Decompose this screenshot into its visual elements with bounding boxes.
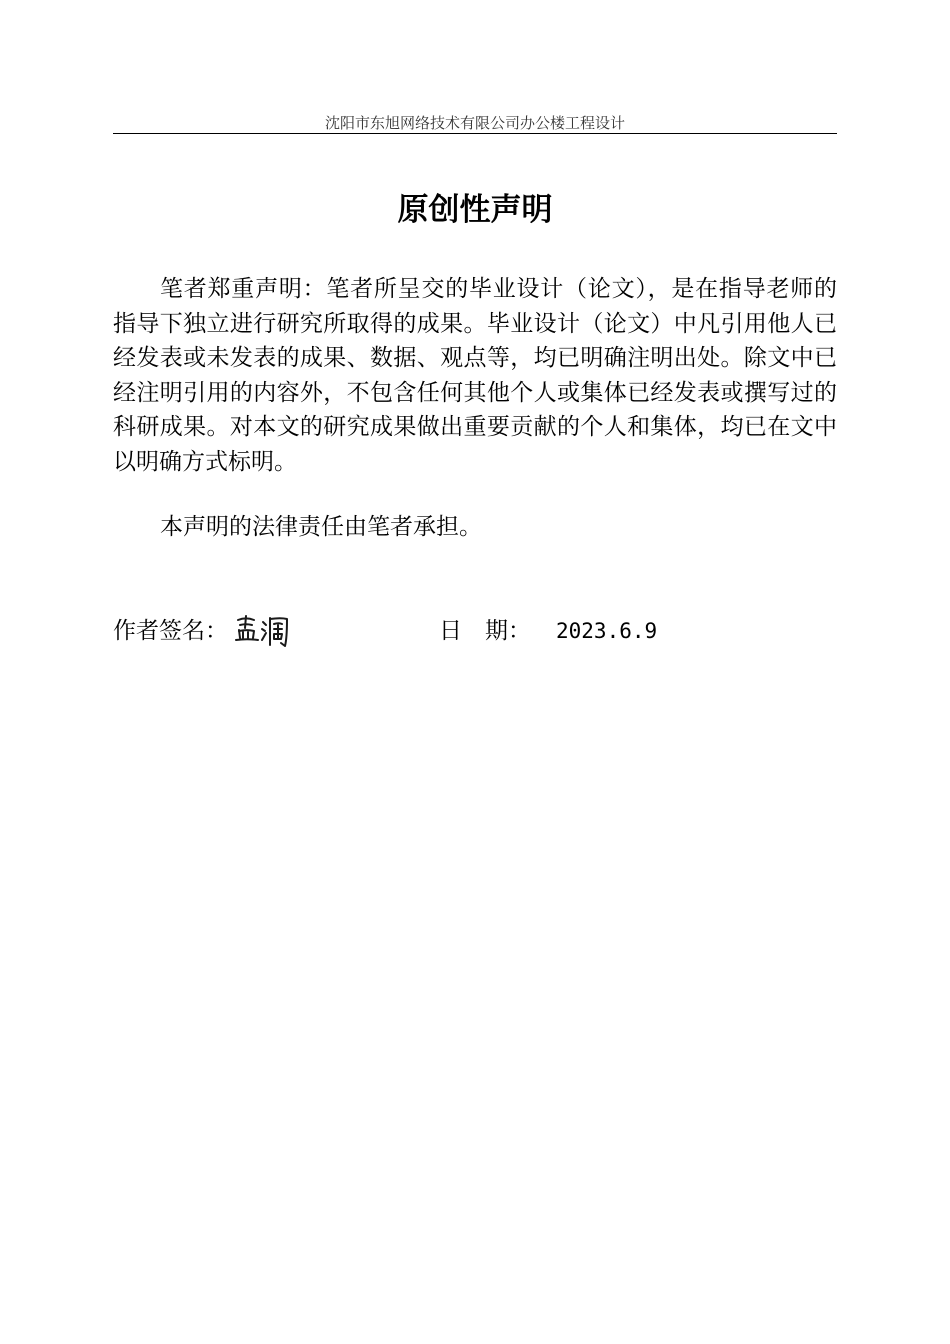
header-divider	[113, 133, 837, 134]
page-title: 原创性声明	[397, 192, 553, 228]
author-signature-label: 作者签名：	[113, 618, 228, 644]
date-value: 2023.6.9	[556, 619, 658, 643]
declaration-paragraph: 笔者郑重声明：笔者所呈交的毕业设计（论文），是在指导老师的指导下独立进行研究所取得的成果。毕业设计（论文）中凡引用他人已经发表或未发表的成果、数据、观点等，均已明确注明出处。除文中已经注明引用的内容外，不包含任何其他个人或集体已经发表或撰写过的科研成果。对本文的研究成果做出重要贡献的个人和集体，均已在文中以明确方式标明。	[113, 276, 837, 475]
handwritten-signature	[233, 612, 291, 650]
running-header: 沈阳市东旭网络技术有限公司办公楼工程设计	[324, 114, 625, 132]
date-label: 日 期：	[439, 618, 531, 644]
signature-row	[113, 612, 837, 652]
liability-paragraph: 本声明的法律责任由笔者承担。	[160, 514, 482, 540]
